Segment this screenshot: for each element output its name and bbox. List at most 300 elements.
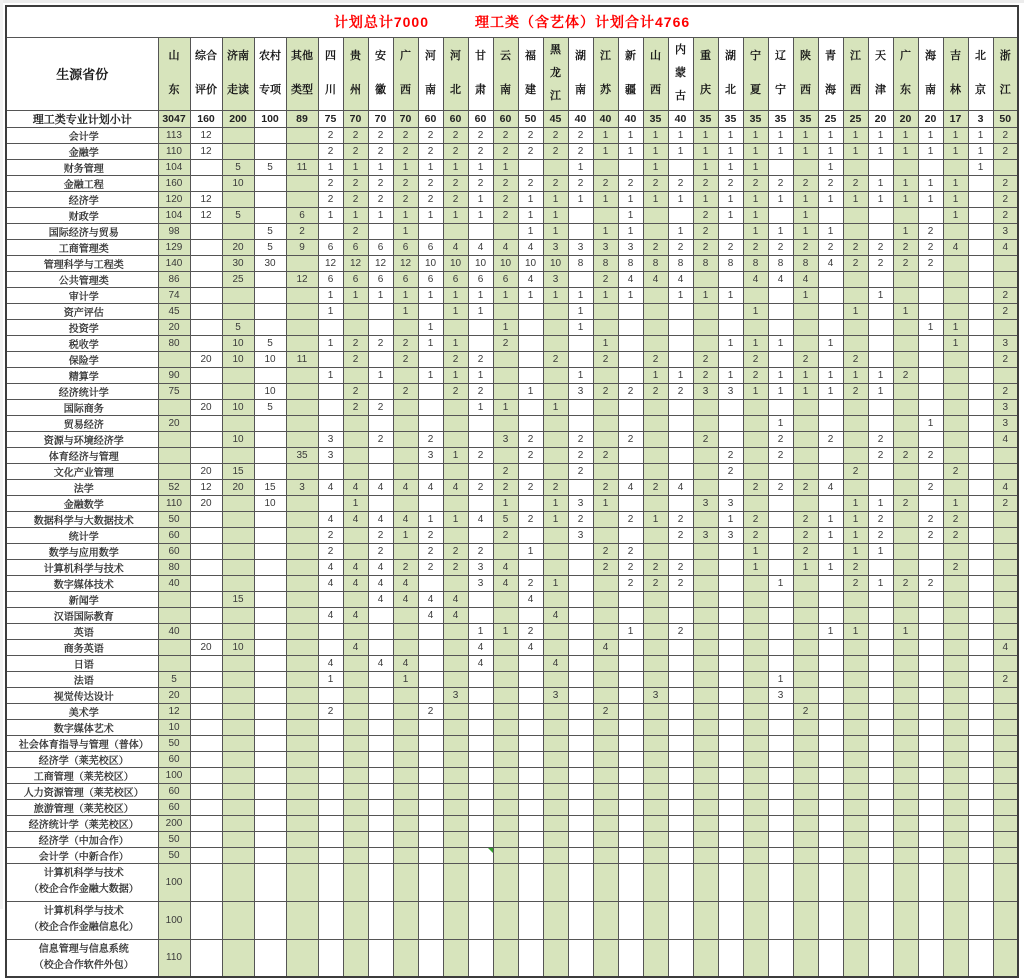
value-cell [843, 431, 868, 447]
value-cell [643, 815, 668, 831]
value-cell: 5 [254, 239, 286, 255]
value-cell: 2 [643, 351, 668, 367]
value-cell: 5 [222, 319, 254, 335]
value-cell [518, 655, 543, 671]
value-cell: 4 [543, 655, 568, 671]
table-row [6, 175, 1018, 191]
value-cell [368, 939, 393, 977]
value-cell [618, 735, 643, 751]
value-cell: 2 [943, 463, 968, 479]
value-cell: 20 [190, 495, 222, 511]
value-cell [718, 575, 743, 591]
value-cell: 1 [643, 191, 668, 207]
value-cell [793, 655, 818, 671]
value-cell [918, 431, 943, 447]
value-cell [743, 431, 768, 447]
value-cell [158, 463, 190, 479]
row-label: 国际经济与贸易 [6, 223, 158, 239]
value-cell: 1 [568, 287, 593, 303]
value-cell [190, 175, 222, 191]
col-header-line: 类型 [291, 84, 313, 97]
row-label: 经济学（莱芜校区） [6, 751, 158, 767]
value-cell: 2 [468, 127, 493, 143]
table-row [6, 127, 1018, 143]
value-cell: 1 [918, 319, 943, 335]
value-cell: 1 [743, 383, 768, 399]
value-cell: 5 [254, 159, 286, 175]
value-cell [593, 719, 618, 735]
value-cell [318, 319, 343, 335]
value-cell [618, 939, 643, 977]
value-cell [668, 687, 693, 703]
value-cell [543, 783, 568, 799]
value-cell [893, 607, 918, 623]
value-cell [443, 639, 468, 655]
value-cell: 3 [693, 495, 718, 511]
value-cell [868, 751, 893, 767]
value-cell [468, 591, 493, 607]
value-cell: 1 [843, 495, 868, 511]
value-cell [468, 767, 493, 783]
value-cell [818, 847, 843, 863]
table-row [6, 901, 1018, 939]
value-cell [668, 655, 693, 671]
value-cell [743, 703, 768, 719]
value-cell: 2 [343, 335, 368, 351]
value-cell: 2 [393, 143, 418, 159]
value-cell: 3 [693, 383, 718, 399]
value-cell [743, 447, 768, 463]
value-cell [368, 495, 393, 511]
value-cell [968, 687, 993, 703]
value-cell: 3 [443, 687, 468, 703]
value-cell: 1 [618, 287, 643, 303]
value-cell [793, 831, 818, 847]
value-cell [568, 207, 593, 223]
row-label: 经济学 [6, 191, 158, 207]
value-cell: 1 [843, 367, 868, 383]
col-header-line: 肃 [475, 84, 486, 97]
value-cell [643, 287, 668, 303]
col-header-line: 江 [999, 84, 1011, 97]
value-cell [368, 303, 393, 319]
value-cell [518, 303, 543, 319]
value-cell [993, 687, 1018, 703]
value-cell: 1 [943, 175, 968, 191]
value-cell [493, 767, 518, 783]
value-cell [568, 671, 593, 687]
value-cell: 1 [843, 303, 868, 319]
value-cell [968, 367, 993, 383]
value-cell: 2 [543, 175, 568, 191]
table-row [6, 223, 1018, 239]
value-cell [743, 623, 768, 639]
col-header-北京 [968, 37, 993, 110]
value-cell [918, 543, 943, 559]
value-cell: 2 [443, 175, 468, 191]
value-cell: 2 [893, 495, 918, 511]
table-row [6, 511, 1018, 527]
value-cell: 1 [543, 223, 568, 239]
value-cell [593, 671, 618, 687]
value-cell: 52 [158, 479, 190, 495]
value-cell [368, 799, 393, 815]
value-cell: 20 [190, 351, 222, 367]
value-cell [190, 719, 222, 735]
value-cell [222, 191, 254, 207]
value-cell [443, 319, 468, 335]
value-cell [693, 639, 718, 655]
value-cell [943, 575, 968, 591]
row-label: 美术学 [6, 703, 158, 719]
value-cell [918, 367, 943, 383]
value-cell: 10 [222, 399, 254, 415]
value-cell [768, 863, 793, 901]
value-cell [718, 399, 743, 415]
value-cell: 3 [318, 431, 343, 447]
value-cell [718, 271, 743, 287]
value-cell [993, 703, 1018, 719]
value-cell [643, 335, 668, 351]
value-cell [943, 863, 968, 901]
value-cell [518, 671, 543, 687]
value-cell [418, 415, 443, 431]
subtotal-cell: 70 [368, 110, 393, 127]
value-cell: 1 [818, 191, 843, 207]
value-cell [818, 767, 843, 783]
value-cell [893, 479, 918, 495]
value-cell [868, 463, 893, 479]
value-cell [318, 495, 343, 511]
value-cell [190, 847, 222, 863]
value-cell [468, 831, 493, 847]
value-cell [543, 639, 568, 655]
value-cell: 4 [518, 271, 543, 287]
value-cell [868, 671, 893, 687]
value-cell [818, 815, 843, 831]
value-cell: 5 [254, 399, 286, 415]
value-cell [668, 415, 693, 431]
value-cell [693, 831, 718, 847]
value-cell [318, 939, 343, 977]
value-cell [222, 751, 254, 767]
value-cell [618, 815, 643, 831]
value-cell [968, 655, 993, 671]
value-cell [618, 303, 643, 319]
value-cell: 1 [668, 223, 693, 239]
value-cell [943, 383, 968, 399]
value-cell: 2 [993, 303, 1018, 319]
value-cell: 12 [190, 127, 222, 143]
value-cell [368, 751, 393, 767]
value-cell [818, 575, 843, 591]
value-cell [222, 623, 254, 639]
value-cell: 2 [468, 383, 493, 399]
value-cell [843, 591, 868, 607]
value-cell [718, 939, 743, 977]
row-label [6, 863, 158, 901]
value-cell [743, 319, 768, 335]
value-cell [693, 319, 718, 335]
value-cell: 3 [993, 415, 1018, 431]
value-cell [818, 901, 843, 939]
value-cell [593, 783, 618, 799]
value-cell: 4 [443, 239, 468, 255]
value-cell [868, 607, 893, 623]
value-cell: 2 [568, 511, 593, 527]
value-cell [286, 383, 318, 399]
value-cell: 1 [743, 127, 768, 143]
value-cell: 1 [343, 495, 368, 511]
row-label: 公共管理类 [6, 271, 158, 287]
value-cell [693, 559, 718, 575]
col-header-line: 重 [700, 49, 711, 62]
value-cell [918, 655, 943, 671]
value-cell: 1 [593, 495, 618, 511]
value-cell [393, 431, 418, 447]
value-cell: 2 [843, 559, 868, 575]
value-cell [286, 559, 318, 575]
value-cell [768, 463, 793, 479]
value-cell [968, 415, 993, 431]
value-cell [918, 159, 943, 175]
value-cell [868, 479, 893, 495]
value-cell [893, 639, 918, 655]
value-cell [643, 901, 668, 939]
col-header-福建 [518, 37, 543, 110]
subtotal-cell: 35 [718, 110, 743, 127]
value-cell [393, 847, 418, 863]
value-cell: 2 [493, 191, 518, 207]
value-cell: 20 [158, 687, 190, 703]
value-cell [643, 319, 668, 335]
value-cell: 1 [393, 207, 418, 223]
value-cell [318, 351, 343, 367]
col-header-line: 湖 [725, 49, 736, 62]
value-cell [943, 255, 968, 271]
value-cell [993, 767, 1018, 783]
value-cell [190, 223, 222, 239]
value-cell [893, 815, 918, 831]
value-cell [518, 495, 543, 511]
value-cell: 2 [443, 127, 468, 143]
value-cell: 4 [493, 239, 518, 255]
value-cell [943, 847, 968, 863]
value-cell [568, 223, 593, 239]
value-cell [968, 255, 993, 271]
subtotal-cell: 50 [518, 110, 543, 127]
value-cell [868, 639, 893, 655]
row-label: 数字媒体艺术 [6, 719, 158, 735]
value-cell: 1 [318, 335, 343, 351]
value-cell [368, 671, 393, 687]
value-cell [618, 415, 643, 431]
row-label: 统计学 [6, 527, 158, 543]
value-cell [343, 901, 368, 939]
value-cell [968, 287, 993, 303]
value-cell [254, 607, 286, 623]
value-cell [868, 159, 893, 175]
value-cell [993, 159, 1018, 175]
value-cell: 4 [993, 239, 1018, 255]
value-cell [493, 303, 518, 319]
row-label: 国际商务 [6, 399, 158, 415]
value-cell: 1 [818, 623, 843, 639]
value-cell: 2 [493, 207, 518, 223]
value-cell: 10 [518, 255, 543, 271]
value-cell: 1 [443, 335, 468, 351]
subtotal-cell: 35 [743, 110, 768, 127]
value-cell [968, 431, 993, 447]
value-cell [643, 655, 668, 671]
value-cell [190, 287, 222, 303]
value-cell [318, 863, 343, 901]
value-cell [793, 431, 818, 447]
value-cell: 5 [158, 671, 190, 687]
value-cell: 4 [343, 559, 368, 575]
value-cell [693, 479, 718, 495]
value-cell [943, 479, 968, 495]
value-cell: 2 [443, 543, 468, 559]
value-cell: 1 [643, 127, 668, 143]
value-cell [768, 767, 793, 783]
value-cell: 6 [393, 239, 418, 255]
value-cell: 4 [368, 559, 393, 575]
value-cell: 4 [618, 479, 643, 495]
value-cell [993, 559, 1018, 575]
value-cell: 1 [843, 527, 868, 543]
value-cell: 2 [318, 191, 343, 207]
value-cell [968, 559, 993, 575]
value-cell: 60 [158, 799, 190, 815]
value-cell: 2 [543, 143, 568, 159]
value-cell [318, 463, 343, 479]
col-header-line: 北 [975, 49, 986, 62]
plan-total-text: 计划总计7000 [333, 13, 429, 30]
value-cell: 4 [393, 655, 418, 671]
table-row [6, 431, 1018, 447]
value-cell [968, 751, 993, 767]
value-cell [768, 751, 793, 767]
value-cell [518, 901, 543, 939]
value-cell: 4 [993, 639, 1018, 655]
col-header-line: 四 [325, 49, 336, 62]
value-cell [768, 495, 793, 511]
value-cell: 1 [568, 191, 593, 207]
col-header-line: 东 [900, 84, 911, 97]
value-cell: 5 [254, 223, 286, 239]
subtotal-cell: 25 [818, 110, 843, 127]
value-cell [718, 591, 743, 607]
value-cell: 50 [158, 847, 190, 863]
value-cell [618, 703, 643, 719]
value-cell [418, 399, 443, 415]
value-cell [254, 143, 286, 159]
value-cell: 1 [843, 623, 868, 639]
value-cell: 10 [158, 719, 190, 735]
value-cell: 2 [518, 127, 543, 143]
value-cell [968, 575, 993, 591]
value-cell [668, 767, 693, 783]
value-cell: 1 [668, 127, 693, 143]
value-cell: 1 [368, 287, 393, 303]
value-cell: 2 [893, 575, 918, 591]
value-cell: 1 [818, 383, 843, 399]
value-cell [743, 815, 768, 831]
value-cell: 104 [158, 207, 190, 223]
value-cell: 1 [818, 223, 843, 239]
value-cell: 2 [418, 143, 443, 159]
value-cell [943, 703, 968, 719]
value-cell [893, 159, 918, 175]
value-cell: 2 [918, 223, 943, 239]
value-cell: 2 [493, 143, 518, 159]
value-cell [254, 847, 286, 863]
value-cell [158, 591, 190, 607]
value-cell: 4 [618, 271, 643, 287]
value-cell: 15 [222, 463, 254, 479]
value-cell: 1 [468, 623, 493, 639]
value-cell: 1 [843, 143, 868, 159]
value-cell [918, 607, 943, 623]
value-cell [793, 767, 818, 783]
value-cell [468, 815, 493, 831]
value-cell: 2 [593, 271, 618, 287]
value-cell [893, 335, 918, 351]
value-cell: 4 [768, 271, 793, 287]
col-header-浙江 [993, 37, 1018, 110]
value-cell [943, 639, 968, 655]
value-cell: 2 [368, 527, 393, 543]
value-cell: 1 [743, 335, 768, 351]
value-cell: 2 [393, 191, 418, 207]
value-cell [393, 939, 418, 977]
value-cell: 2 [868, 447, 893, 463]
value-cell: 4 [443, 607, 468, 623]
value-cell [893, 319, 918, 335]
value-cell: 2 [368, 431, 393, 447]
value-cell [993, 447, 1018, 463]
value-cell: 4 [343, 479, 368, 495]
value-cell [190, 527, 222, 543]
table-row [6, 463, 1018, 479]
value-cell [643, 399, 668, 415]
value-cell [393, 687, 418, 703]
value-cell [893, 939, 918, 977]
value-cell [368, 383, 393, 399]
value-cell: 1 [843, 127, 868, 143]
value-cell [593, 831, 618, 847]
subtotal-cell: 35 [793, 110, 818, 127]
value-cell [254, 175, 286, 191]
value-cell: 2 [693, 207, 718, 223]
value-cell [286, 463, 318, 479]
value-cell: 6 [368, 271, 393, 287]
value-cell: 2 [286, 223, 318, 239]
value-cell [518, 559, 543, 575]
value-cell: 5 [222, 159, 254, 175]
value-cell: 6 [493, 271, 518, 287]
value-cell [443, 431, 468, 447]
value-cell [190, 687, 222, 703]
value-cell [968, 815, 993, 831]
value-cell [943, 607, 968, 623]
value-cell: 9 [286, 239, 318, 255]
value-cell: 2 [518, 447, 543, 463]
value-cell [418, 351, 443, 367]
value-cell: 4 [368, 591, 393, 607]
value-cell [893, 847, 918, 863]
